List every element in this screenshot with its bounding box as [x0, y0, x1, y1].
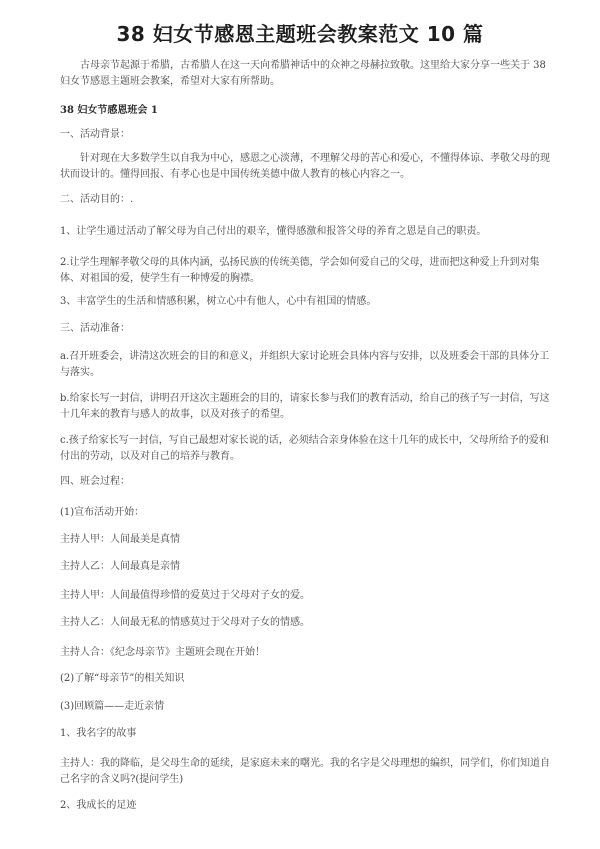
heading-process: 四、班会过程： [60, 476, 130, 487]
paragraph-goal-2: 2.让学生理解孝敬父母的具体内涵，弘扬民族的传统美德，学会如何爱自己的父母，进而把这种爱上升到对集体、对祖国的爱，使学生有一种博爱的胸襟。 [60, 257, 540, 284]
paragraph-host-a-1: 主持人甲：人间最美是真情 [60, 534, 180, 545]
paragraph-step-1: (1)宣布活动开始： [60, 507, 145, 518]
paragraph-host-together: 主持人合：《纪念母亲节》主题班会现在开始！ [60, 647, 265, 658]
paragraph-goal-1: 1、让学生通过活动了解父母为自己付出的艰辛，懂得感激和报答父母的养育之恩是自己的职责。 [60, 226, 487, 237]
heading-preparation: 三、活动准备： [60, 323, 130, 334]
paragraph-growth: 2、我成长的足迹 [60, 800, 137, 811]
paragraph-name-story: 1、我名字的故事 [60, 728, 137, 739]
paragraph-step-3: (3)回顾篇——走近亲情 [60, 701, 165, 712]
document-title: 38 妇女节感恩主题班会教案范文 10 篇 [116, 22, 484, 46]
paragraph-background: 针对现在大多数学生以自我为中心，感恩之心淡薄，不理解父母的苦心和爱心，不懂得体谅、孝敬父母的现状而设计的。懂得回报、有孝心也是中国传统美德中做人教育的核心内容之一。 [60, 153, 550, 180]
heading-goals: 二、活动目的：. [60, 194, 134, 205]
paragraph-prep-a: a.召开班委会，讲清这次班会的目的和意义，并组织大家讨论班会具体内容与安排，以及班委会干部的具体分工与落实。 [60, 351, 550, 378]
intro-paragraph: 古母亲节起源于希腊，古希腊人在这一天向希腊神话中的众神之母赫拉致敬。这里给大家分享一些关于 38 妇女节感恩主题班会教案，希望对大家有所帮助。 [60, 60, 546, 87]
paragraph-host-b-2: 主持人乙：人间最无私的情感莫过于父母对子女的情感。 [60, 617, 310, 628]
paragraph-host-speech: 主持人：我的降临，是父母生命的延续，是家庭未来的曙光。我的名字是父母理想的编织，同学们，你们知道自己名字的含义吗?(提问学生) [60, 758, 550, 785]
section-heading: 38 妇女节感恩班会 1 [60, 105, 158, 116]
paragraph-host-a-2: 主持人甲：人间最值得珍惜的爱莫过于父母对子女的爱。 [60, 590, 310, 601]
paragraph-goal-3: 3、丰富学生的生活和情感积累，树立心中有他人，心中有祖国的情感。 [60, 296, 377, 307]
paragraph-prep-b: b.给家长写一封信，讲明召开这次主题班会的目的，请家长参与我们的教育活动，给自己的孩子写一封信，写这十几年来的教育与感人的故事，以及对孩子的希望。 [60, 393, 550, 420]
heading-background: 一、活动背景： [60, 129, 130, 140]
paragraph-prep-c: c.孩子给家长写一封信，写自己最想对家长说的话，必须结合亲身体验在这十几年的成长中，父母所给予的爱和付出的劳动，以及对自己的培养与教育。 [60, 435, 549, 462]
paragraph-host-b-1: 主持人乙：人间最真是亲情 [60, 561, 180, 572]
paragraph-step-2: (2)了解“母亲节”的相关知识 [60, 673, 185, 684]
